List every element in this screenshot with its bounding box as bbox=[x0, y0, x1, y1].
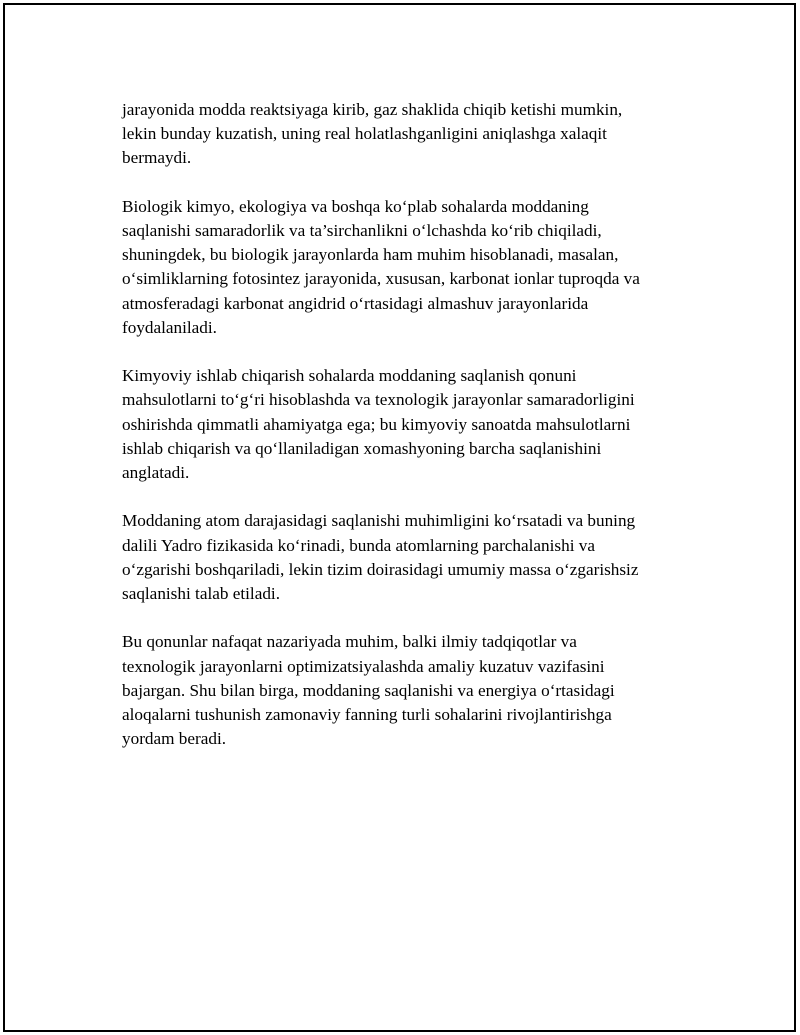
text-line: Kimyoviy ishlab chiqarish sohalarda moddaning saqlanish qonuni bbox=[122, 366, 577, 386]
text-line: jarayonida modda reaktsiyaga kirib, gaz shaklida chiqib ketishi mumkin, bbox=[122, 100, 623, 119]
text-line: foydalaniladi. bbox=[122, 317, 217, 337]
text-line: shuningdek, bu biologik jarayonlarda ham muhim hisoblanadi, masalan, bbox=[122, 245, 619, 265]
document-body bbox=[122, 98, 697, 776]
text-line: Moddaning atom darajasidagi saqlanishi muhimligini ko‘rsatadi va buning bbox=[122, 511, 636, 531]
text-line: bermaydi. bbox=[122, 148, 192, 168]
text-line: yordam beradi. bbox=[122, 729, 227, 749]
text-line: mahsulotlarni to‘g‘ri hisoblashda va texnologik jarayonlar samaradorligini bbox=[122, 390, 635, 410]
text-line: Bu qonunlar nafaqat nazariyada muhim, balki ilmiy tadqiqotlar va bbox=[122, 632, 577, 652]
text-line: o‘simliklarning fotosintez jarayonida, xususan, karbonat ionlar tuproqda va bbox=[122, 269, 640, 289]
text-line: saqlanishi talab etiladi. bbox=[122, 584, 280, 604]
page-frame bbox=[3, 3, 796, 1032]
paragraph-3 bbox=[122, 364, 697, 485]
text-line: texnologik jarayonlarni optimizatsiyalashda amaliy kuzatuv vazifasini bbox=[122, 656, 605, 676]
text-line: saqlanishi samaradorlik va ta’sirchanlikni o‘lchashda ko‘rib chiqiladi, bbox=[122, 221, 602, 240]
paragraph-4 bbox=[122, 509, 697, 606]
paragraph-5 bbox=[122, 630, 697, 751]
text-line: dalili Yadro fizikasida ko‘rinadi, bunda atomlarning parchalanishi va bbox=[122, 535, 596, 555]
paragraph-2 bbox=[122, 195, 697, 340]
text-line: bajargan. Shu bilan birga, moddaning saqlanishi va energiya o‘rtasidagi bbox=[122, 680, 615, 700]
text-line: oshirishda qimmatli ahamiyatga ega; bu kimyoviy sanoatda mahsulotlarni bbox=[122, 414, 631, 434]
paragraph-1 bbox=[122, 98, 697, 171]
text-line: atmosferadagi karbonat angidrid o‘rtasidagi almashuv jarayonlarida bbox=[122, 293, 589, 313]
text-line: anglatadi. bbox=[122, 463, 190, 483]
text-line: aloqalarni tushunish zamonaviy fanning turli sohalarini rivojlantirishga bbox=[122, 705, 612, 725]
text-line: Biologik kimyo, ekologiya va boshqa ko‘plab sohalarda moddaning bbox=[122, 196, 589, 216]
text-line: o‘zgarishi boshqariladi, lekin tizim doirasidagi umumiy massa o‘zgarishsiz bbox=[122, 559, 639, 579]
text-line: lekin bunday kuzatish, uning real holatlashganligini aniqlashga xalaqit bbox=[122, 124, 607, 144]
text-line: ishlab chiqarish va qo‘llaniladigan xomashyoning barcha saqlanishini bbox=[122, 438, 602, 458]
